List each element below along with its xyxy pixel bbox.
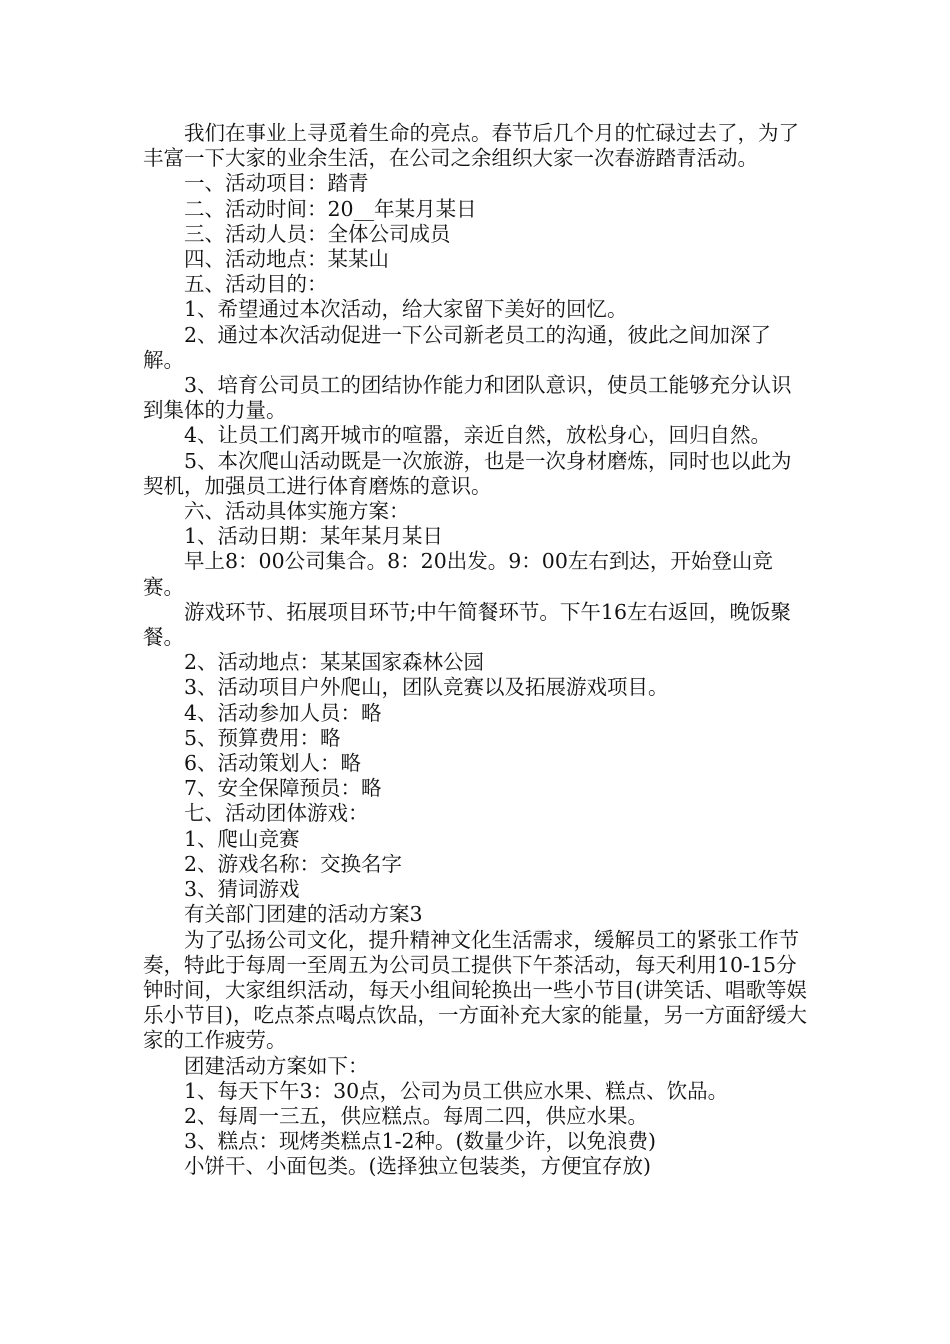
paragraph-tea-4: 小饼干、小面包类。(选择独立包装类，方便宜存放) bbox=[184, 1154, 651, 1179]
paragraph-game-1: 1、爬山竞赛 bbox=[184, 826, 300, 851]
paragraph-tea-plan-heading: 团建活动方案如下： bbox=[184, 1053, 369, 1078]
paragraph-purpose-5: 5、本次爬山活动既是一次旅游，也是一次身材磨炼，同时也以此为契机，加强员工进行体育磨炼的意识。 bbox=[143, 448, 792, 498]
paragraph-plan-morning: 早上8：00公司集合。8：20出发。9：00左右到达，开始登山竞赛。 bbox=[143, 549, 773, 599]
paragraph-game-3: 3、猜词游戏 bbox=[184, 877, 300, 902]
paragraph-item-staff: 三、活动人员：全体公司成员 bbox=[184, 221, 451, 246]
paragraph-tea-3: 3、糕点：现烤类糕点1-2种。(数量少许，以免浪费) bbox=[184, 1129, 657, 1154]
paragraph-plan-safety: 7、安全保障预员：略 bbox=[184, 776, 382, 801]
paragraph-tea-intro: 为了弘扬公司文化，提升精神文化生活需求，缓解员工的紧张工作节奏，特此于每周一至周五为公司员工提供下午茶活动，每天利用10-15分钟时间，大家组织活动，每天小组间轮换出一些小节目(讲笑话、唱歌等娱乐小节目)，吃点茶点喝点饮品，一方面补充大家的能量，另一方面舒缓大家的工作疲劳。 bbox=[143, 927, 807, 1053]
paragraph-tea-1: 1、每天下午3：30点，公司为员工供应水果、糕点、饮品。 bbox=[184, 1078, 729, 1103]
paragraph-plan-participants: 4、活动参加人员：略 bbox=[184, 700, 382, 725]
paragraph-item-games: 七、活动团体游戏： bbox=[184, 801, 369, 826]
paragraph-intro: 我们在事业上寻觅着生命的亮点。春节后几个月的忙碌过去了，为了丰富一下大家的业余生活，在公司之余组织大家一次春游踏青活动。 bbox=[143, 121, 799, 171]
paragraph-game-2: 2、游戏名称：交换名字 bbox=[184, 851, 403, 876]
paragraph-item-purpose: 五、活动目的： bbox=[184, 272, 328, 297]
paragraph-purpose-4: 4、让员工们离开城市的喧嚣，亲近自然，放松身心，回归自然。 bbox=[184, 423, 772, 448]
paragraph-tea-2: 2、每周一三五，供应糕点。每周二四，供应水果。 bbox=[184, 1103, 649, 1128]
paragraph-plan-location: 2、活动地点：某某国家森林公园 bbox=[184, 650, 485, 675]
paragraph-plan-afternoon: 游戏环节、拓展项目环节;中午简餐环节。下午16左右返回，晚饭聚餐。 bbox=[143, 599, 791, 650]
paragraph-purpose-1: 1、希望通过本次活动，给大家留下美好的回忆。 bbox=[184, 297, 628, 322]
paragraph-plan-date: 1、活动日期：某年某月某日 bbox=[184, 524, 444, 549]
paragraph-plan-budget: 5、预算费用：略 bbox=[184, 725, 341, 750]
paragraph-plan-planner: 6、活动策划人：略 bbox=[184, 751, 362, 776]
paragraph-section-title: 有关部门团建的活动方案3 bbox=[184, 902, 423, 927]
paragraph-item-location: 四、活动地点：某某山 bbox=[184, 247, 389, 272]
paragraph-item-project: 一、活动项目：踏青 bbox=[184, 171, 369, 196]
paragraph-item-time: 二、活动时间：20__年某月某日 bbox=[184, 196, 477, 221]
paragraph-plan-activities: 3、活动项目户外爬山，团队竞赛以及拓展游戏项目。 bbox=[184, 675, 669, 700]
paragraph-purpose-3: 3、培育公司员工的团结协作能力和团队意识，使员工能够充分认识到集体的力量。 bbox=[143, 373, 792, 423]
paragraph-purpose-2: 2、通过本次活动促进一下公司新老员工的沟通，彼此之间加深了解。 bbox=[143, 322, 772, 372]
paragraph-item-plan: 六、活动具体实施方案： bbox=[184, 499, 410, 524]
document-body bbox=[143, 121, 811, 1180]
